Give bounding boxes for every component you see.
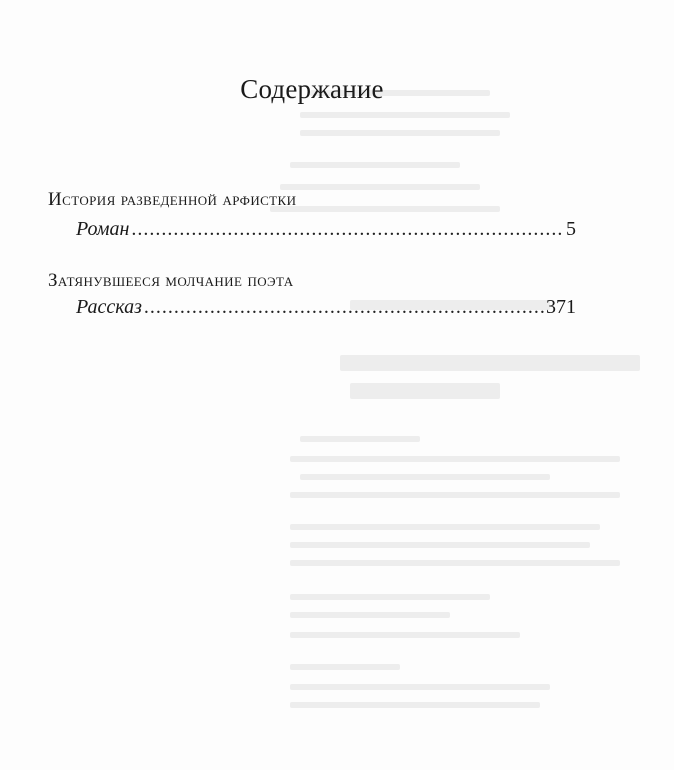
show-through-line	[290, 664, 400, 670]
show-through-line	[290, 594, 490, 600]
toc-entry-page-number: 371	[546, 296, 576, 318]
toc-entry-page-number: 5	[566, 218, 576, 240]
show-through-line	[290, 684, 550, 690]
toc-entry-row[interactable]	[76, 296, 576, 319]
show-through-line	[300, 130, 500, 136]
show-through-line	[290, 702, 540, 708]
show-through-line	[300, 474, 550, 480]
show-through-heading	[340, 355, 640, 371]
page-title: Содержание	[240, 74, 384, 104]
toc-entry-title: История разведенной арфистки	[48, 189, 297, 210]
show-through-line	[290, 492, 620, 498]
show-through-line	[290, 456, 620, 462]
show-through-line	[290, 542, 590, 548]
toc-entry-title: Затянувшееся молчание поэта	[48, 270, 294, 291]
toc-entry-genre: Рассказ	[76, 296, 142, 318]
dot-leader	[144, 296, 544, 319]
toc-entry-genre: Роман	[76, 218, 130, 240]
show-through-line	[290, 524, 600, 530]
show-through-line	[290, 632, 520, 638]
toc-entry-row[interactable]	[76, 218, 576, 241]
show-through-line	[290, 612, 450, 618]
show-through-line	[300, 436, 420, 442]
show-through-line	[300, 112, 510, 118]
show-through-heading	[350, 383, 500, 399]
show-through-line	[290, 162, 460, 168]
show-through-line	[270, 206, 500, 212]
show-through-line	[280, 184, 480, 190]
show-through-line	[290, 560, 620, 566]
dot-leader	[131, 218, 564, 241]
